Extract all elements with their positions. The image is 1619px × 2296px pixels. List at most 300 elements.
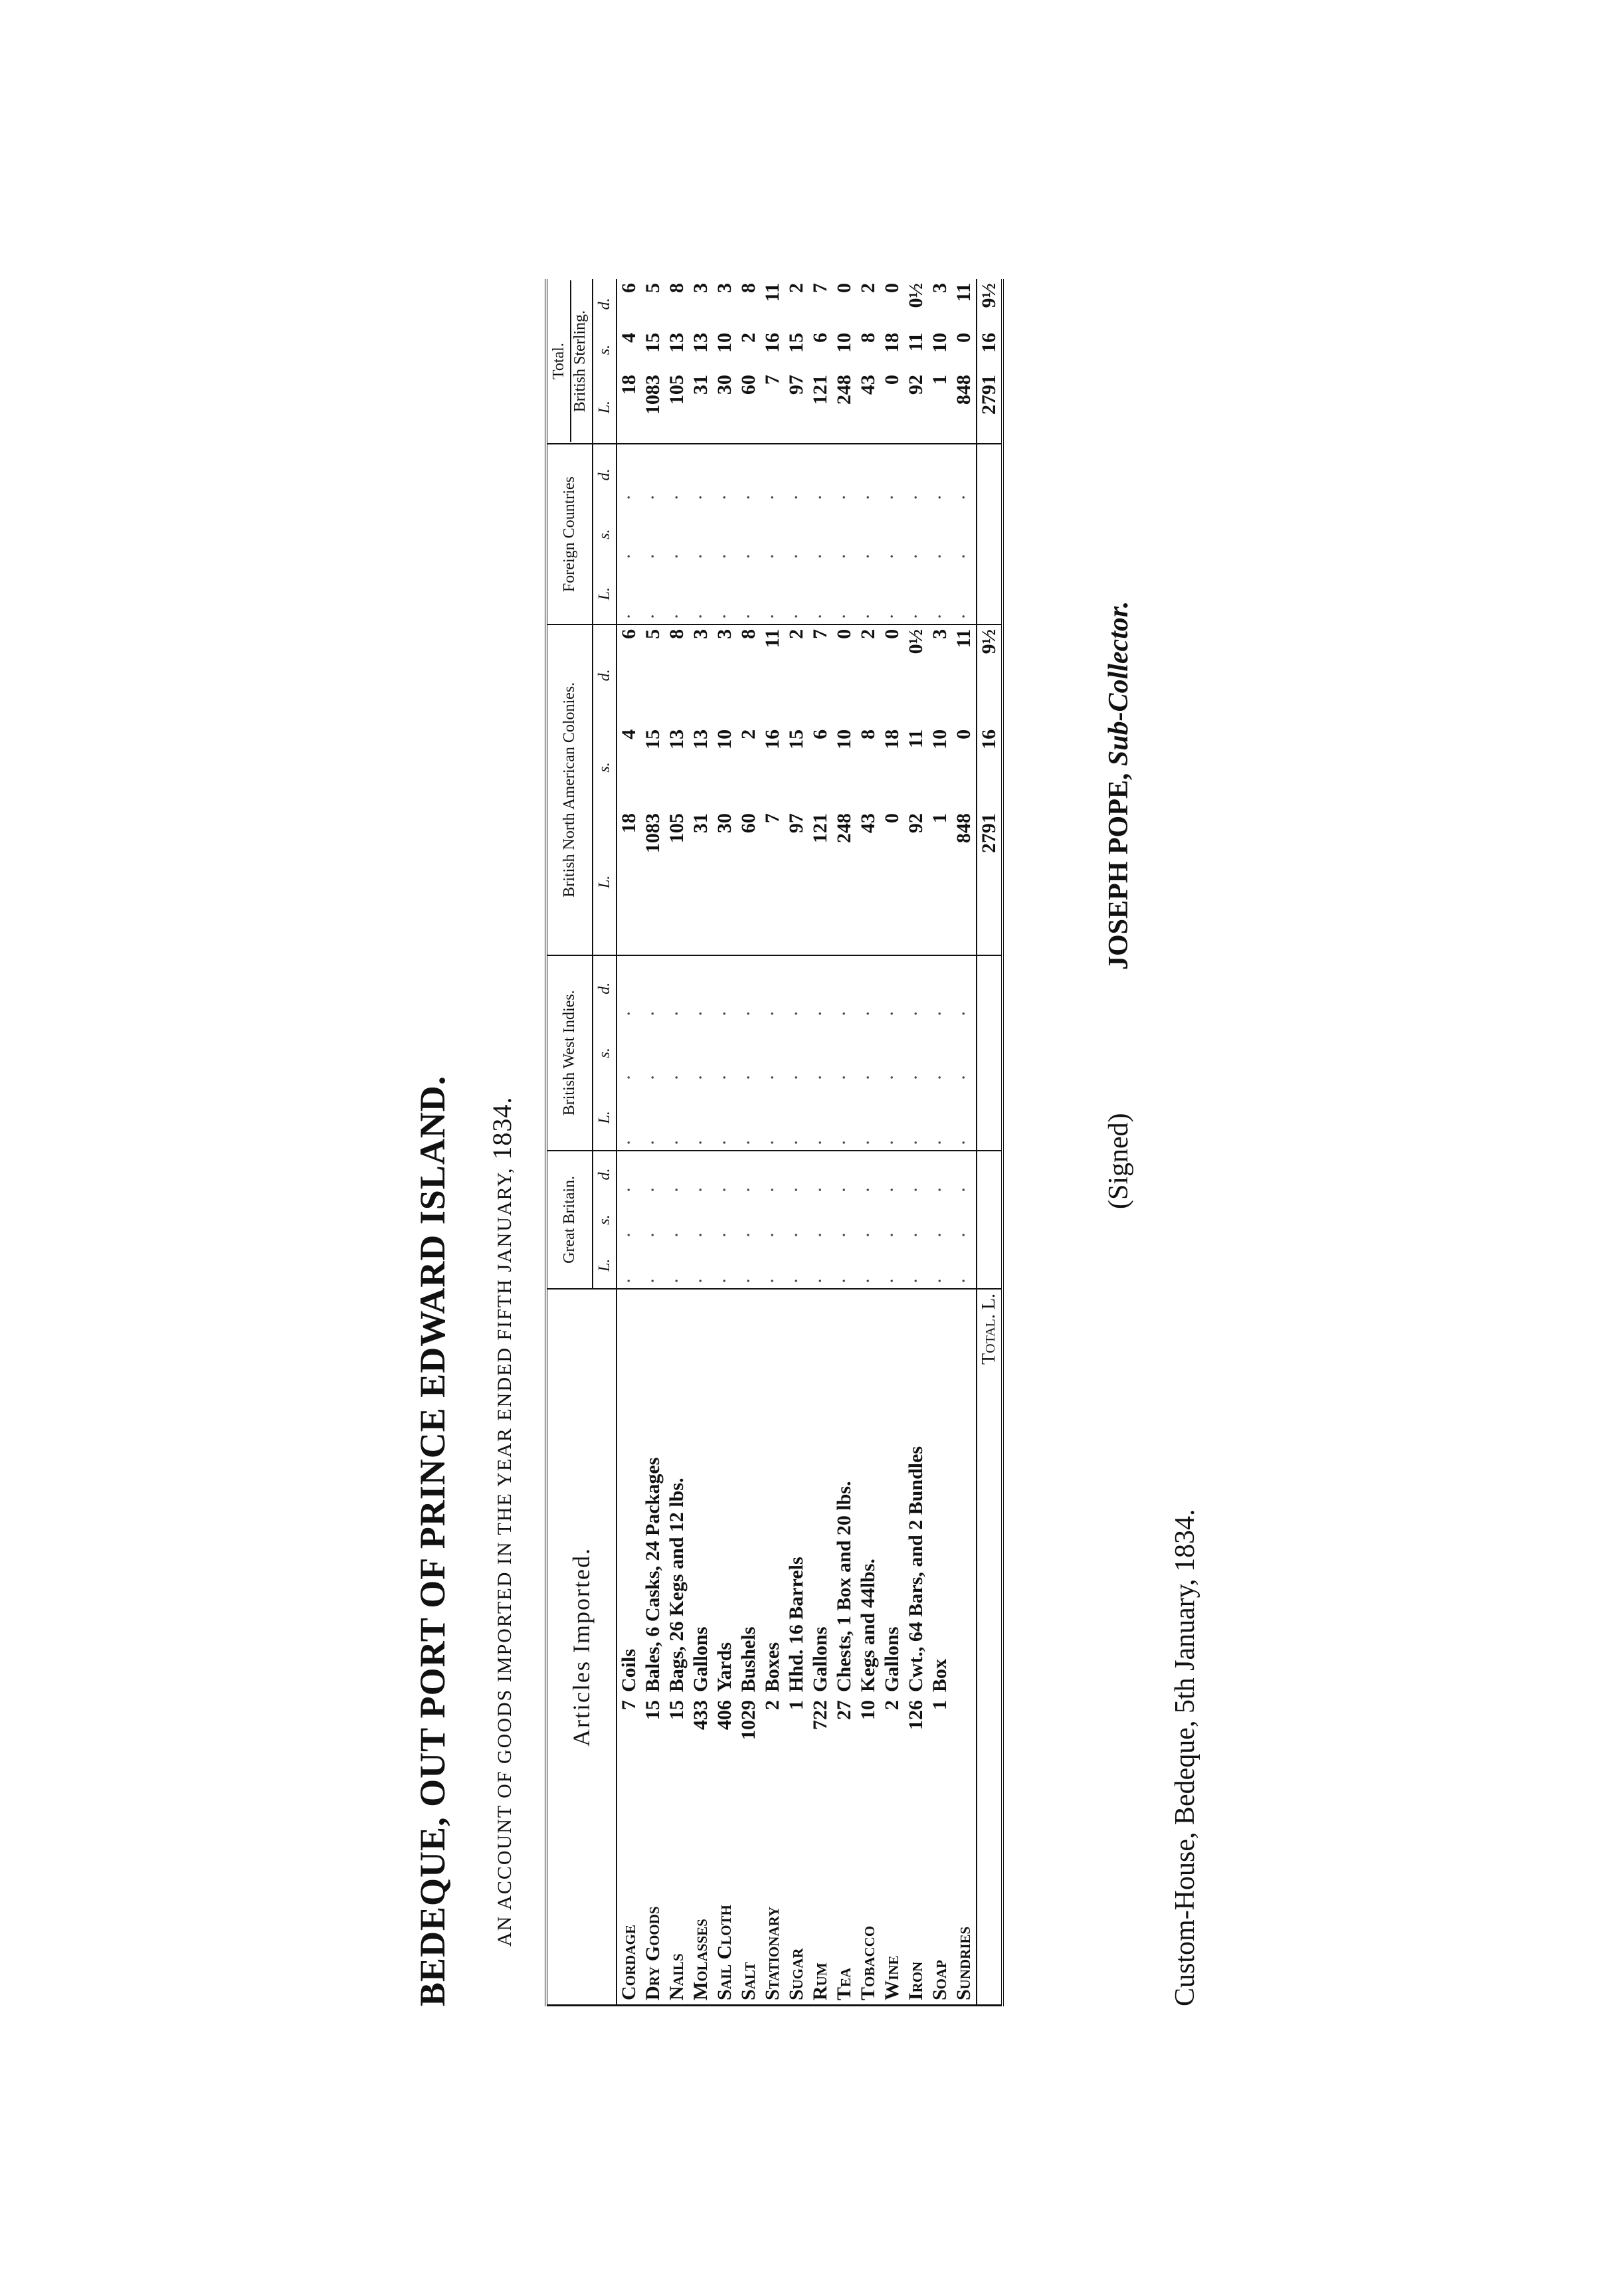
- total-amount-s: 2: [737, 332, 760, 343]
- empty-amount: ·: [737, 1224, 760, 1238]
- article-name: Tea: [833, 1967, 856, 2000]
- grand-total-s: 16: [977, 329, 1002, 371]
- empty-amount: ·: [690, 1224, 712, 1238]
- bna-amount-l: 848: [952, 809, 977, 955]
- bna-amount-d: 6: [618, 628, 640, 639]
- empty-amount: ·: [714, 1067, 736, 1081]
- table-row: [737, 279, 761, 2006]
- total-amount-d: 2: [785, 283, 808, 293]
- total-amount-l: 97: [785, 371, 809, 444]
- empty-amount: ·: [833, 1067, 856, 1081]
- total-amount-d: 6: [618, 283, 640, 293]
- empty-amount: ·: [929, 1067, 951, 1081]
- empty-amount: ·: [809, 546, 832, 560]
- article-description: Cwt., 64 Bars, and 2 Bundles: [905, 1446, 927, 1692]
- empty-amount: ·: [642, 1003, 664, 1017]
- table-row: [832, 279, 856, 2006]
- empty-amount: ·: [618, 1003, 640, 1017]
- bna-amount-l: 1: [928, 809, 952, 955]
- article-quantity: 1029: [737, 1700, 760, 1740]
- empty-amount: ·: [953, 1003, 975, 1017]
- empty-amount: ·: [761, 1242, 785, 1289]
- total-amount-l: 105: [665, 371, 689, 444]
- table-body: [617, 279, 1002, 2006]
- imports-table: [545, 279, 1004, 2006]
- empty-amount: ·: [952, 1242, 977, 1289]
- empty-amount: ·: [809, 1003, 832, 1017]
- table-row: [761, 279, 785, 2006]
- empty-amount: ·: [833, 487, 856, 501]
- bna-amount-s: 4: [618, 729, 640, 739]
- article-name: Tobacco: [857, 1925, 880, 2000]
- empty-amount: ·: [761, 563, 785, 624]
- bna-amount-l: 1083: [641, 809, 665, 955]
- empty-amount: [977, 563, 1002, 624]
- empty-amount: ·: [666, 546, 688, 560]
- bna-amount-s: 10: [833, 729, 856, 749]
- total-amount-l: 43: [856, 371, 880, 444]
- empty-amount: ·: [928, 1242, 952, 1289]
- article-description: Coils: [618, 1648, 640, 1692]
- empty-amount: ·: [618, 1067, 640, 1081]
- empty-amount: ·: [785, 1085, 809, 1151]
- empty-amount: ·: [832, 1085, 856, 1151]
- bna-amount-l: 97: [785, 809, 809, 955]
- table-row: [928, 279, 952, 2006]
- total-amount-l: 7: [761, 371, 785, 444]
- header-west-indies: British West Indies.: [546, 955, 593, 1151]
- empty-amount: ·: [809, 563, 832, 624]
- empty-amount: ·: [690, 487, 712, 501]
- bna-amount-l: 30: [713, 809, 737, 955]
- bna-amount-d: 3: [929, 628, 951, 639]
- table-row: [856, 279, 880, 2006]
- empty-amount: ·: [785, 487, 808, 501]
- unit-l: L.: [593, 563, 617, 624]
- empty-amount: ·: [904, 1085, 928, 1151]
- signer: [1103, 601, 1135, 970]
- article-description: Box: [929, 1658, 951, 1692]
- empty-amount: ·: [905, 1067, 927, 1081]
- empty-amount: ·: [880, 563, 904, 624]
- table-row: [641, 279, 665, 2006]
- empty-amount: ·: [785, 1003, 808, 1017]
- empty-amount: ·: [928, 1085, 952, 1151]
- empty-amount: ·: [737, 487, 760, 501]
- bna-amount-l: 18: [617, 809, 641, 955]
- article-name: Molasses: [690, 1919, 712, 2000]
- empty-amount: ·: [857, 1224, 880, 1238]
- total-amount-l: 0: [880, 371, 904, 444]
- header-bna: British North American Colonies.: [546, 624, 593, 955]
- article-quantity: 406: [714, 1700, 736, 1730]
- bna-amount-s: 0: [953, 729, 975, 739]
- article-description: Bushels: [737, 1626, 760, 1692]
- total-amount-s: 10: [714, 332, 736, 353]
- unit-s: s.: [593, 1021, 617, 1085]
- bna-amount-d: 3: [690, 628, 712, 639]
- article-name: Wine: [881, 1955, 904, 2000]
- empty-amount: ·: [713, 1242, 737, 1289]
- bna-amount-s: 8: [857, 729, 880, 739]
- unit-s: s.: [593, 505, 617, 564]
- empty-amount: ·: [905, 1003, 927, 1017]
- empty-amount: ·: [617, 1085, 641, 1151]
- empty-amount: ·: [785, 1179, 808, 1193]
- bna-amount-l: 60: [737, 809, 761, 955]
- article-quantity: 27: [833, 1700, 856, 1720]
- empty-amount: ·: [737, 1067, 760, 1081]
- empty-amount: ·: [881, 546, 904, 560]
- empty-amount: [977, 1085, 1002, 1151]
- empty-amount: ·: [952, 563, 977, 624]
- empty-amount: ·: [737, 1003, 760, 1017]
- empty-amount: [977, 1021, 1002, 1085]
- empty-amount: ·: [953, 1224, 975, 1238]
- unit-d: d.: [593, 444, 617, 504]
- bna-amount-l: 105: [665, 809, 689, 955]
- empty-amount: ·: [880, 1242, 904, 1289]
- empty-amount: ·: [761, 1003, 784, 1017]
- total-amount-d: 5: [642, 283, 664, 293]
- article-quantity: 722: [809, 1700, 832, 1730]
- unit-d: d.: [593, 624, 617, 725]
- empty-amount: ·: [690, 1003, 712, 1017]
- total-amount-l: 18: [617, 371, 641, 444]
- empty-amount: ·: [642, 546, 664, 560]
- empty-amount: ·: [785, 1067, 808, 1081]
- article-name: Iron: [905, 1961, 927, 2000]
- signer-name: JOSEPH POPE,: [1103, 773, 1134, 970]
- empty-amount: ·: [689, 1085, 713, 1151]
- empty-amount: ·: [904, 563, 928, 624]
- empty-amount: ·: [953, 546, 975, 560]
- empty-amount: ·: [809, 1179, 832, 1193]
- bna-amount-l: 0: [880, 809, 904, 955]
- unit-s: s.: [593, 1197, 617, 1242]
- empty-amount: ·: [617, 1242, 641, 1289]
- empty-amount: ·: [856, 1242, 880, 1289]
- empty-amount: ·: [761, 1179, 784, 1193]
- empty-amount: ·: [929, 487, 951, 501]
- unit-d: d.: [593, 955, 617, 1021]
- bna-amount-l: 121: [809, 809, 832, 955]
- bna-amount-l: 7: [761, 809, 785, 955]
- total-amount-s: 10: [929, 332, 951, 353]
- article-name: Salt: [737, 1962, 760, 2000]
- empty-amount: ·: [641, 1085, 665, 1151]
- total-amount-s: 13: [690, 332, 712, 353]
- empty-amount: ·: [737, 1242, 761, 1289]
- bna-amount-l: 248: [832, 809, 856, 955]
- signer-title: Sub-Collector.: [1103, 601, 1134, 767]
- bna-total-l: 2791: [977, 809, 1002, 955]
- article-quantity: 10: [857, 1700, 880, 1720]
- article-description: Boxes: [761, 1642, 784, 1692]
- bna-amount-d: 5: [642, 628, 664, 639]
- total-amount-s: 16: [761, 332, 784, 353]
- empty-amount: ·: [666, 1179, 688, 1193]
- bna-amount-s: 13: [690, 729, 712, 749]
- article-quantity: 2: [881, 1700, 904, 1710]
- unit-l: L.: [593, 371, 617, 444]
- total-amount-s: 11: [905, 332, 927, 352]
- bna-amount-s: 18: [881, 729, 904, 749]
- article-quantity: 2: [761, 1700, 784, 1710]
- total-amount-l: 31: [689, 371, 713, 444]
- total-amount-d: 3: [929, 283, 951, 293]
- page-subtitle: [486, 1097, 518, 1947]
- empty-amount: ·: [666, 1224, 688, 1238]
- empty-amount: ·: [642, 487, 664, 501]
- empty-amount: ·: [761, 1067, 784, 1081]
- article-name: Nails: [666, 1953, 688, 2000]
- table-row: [617, 279, 641, 2006]
- empty-amount: ·: [714, 1179, 736, 1193]
- empty-amount: ·: [905, 1179, 927, 1193]
- empty-amount: ·: [904, 1242, 928, 1289]
- empty-amount: ·: [713, 1085, 737, 1151]
- total-label: [977, 1289, 1002, 2006]
- empty-amount: ·: [689, 563, 713, 624]
- table-row: [904, 279, 928, 2006]
- total-amount-l: 121: [809, 371, 832, 444]
- subtitle-lead: AN ACCOUNT OF GOODS IMPORTED IN THE YEAR ENDED FIFTH JANUARY,: [494, 1167, 516, 1947]
- empty-amount: [977, 955, 1002, 1021]
- empty-amount: ·: [857, 1067, 880, 1081]
- unit-s: s.: [593, 725, 617, 809]
- empty-amount: ·: [833, 1003, 856, 1017]
- empty-amount: ·: [953, 1067, 975, 1081]
- article-description: Bales, 6 Casks, 24 Packages: [642, 1457, 664, 1692]
- unit-s: s.: [593, 329, 617, 371]
- empty-amount: ·: [761, 1085, 785, 1151]
- empty-amount: ·: [929, 1003, 951, 1017]
- empty-amount: ·: [714, 546, 736, 560]
- empty-amount: ·: [905, 487, 927, 501]
- bna-amount-d: 2: [857, 628, 880, 639]
- empty-amount: ·: [929, 1224, 951, 1238]
- bna-amount-s: 15: [785, 729, 808, 749]
- article-name: Stationary: [761, 1906, 784, 2000]
- grand-total-l: 2791: [977, 371, 1002, 444]
- total-amount-s: 15: [642, 332, 664, 353]
- article-quantity: 126: [905, 1700, 927, 1730]
- article-quantity: 7: [618, 1700, 640, 1710]
- bna-amount-s: 10: [714, 729, 736, 749]
- total-amount-s: 8: [857, 332, 880, 343]
- bna-amount-l: 31: [689, 809, 713, 955]
- empty-amount: ·: [833, 546, 856, 560]
- empty-amount: [977, 1197, 1002, 1242]
- total-unit: L.: [979, 1293, 1000, 1310]
- total-amount-d: 11: [953, 283, 975, 302]
- article-description: Chests, 1 Box and 20 lbs.: [833, 1481, 856, 1692]
- total-amount-d: 11: [761, 283, 784, 302]
- empty-amount: ·: [714, 1003, 736, 1017]
- empty-amount: ·: [665, 1085, 689, 1151]
- empty-amount: ·: [737, 546, 760, 560]
- total-amount-l: 30: [713, 371, 737, 444]
- article-description: Gallons: [809, 1626, 832, 1692]
- empty-amount: [977, 1151, 1002, 1197]
- header-total: [546, 279, 593, 444]
- unit-d: d.: [593, 1151, 617, 1197]
- empty-amount: ·: [714, 1224, 736, 1238]
- empty-amount: ·: [785, 1224, 808, 1238]
- empty-amount: ·: [809, 487, 832, 501]
- article-description: Hhd. 16 Barrels: [785, 1557, 808, 1692]
- bna-amount-d: 0: [881, 628, 904, 639]
- article-name: Soap: [929, 1959, 951, 2000]
- empty-amount: ·: [881, 1003, 904, 1017]
- dateline: Custom-House, Bedeque, 5th January, 1834.: [1170, 1509, 1200, 2006]
- bna-amount-d: 8: [737, 628, 760, 639]
- empty-amount: ·: [809, 1085, 832, 1151]
- empty-amount: ·: [714, 487, 736, 501]
- empty-amount: ·: [856, 1085, 880, 1151]
- empty-amount: ·: [856, 563, 880, 624]
- bna-amount-s: 13: [666, 729, 688, 749]
- article-description: Bags, 26 Kegs and 12 lbs.: [666, 1478, 688, 1692]
- empty-amount: ·: [833, 1224, 856, 1238]
- unit-l: L.: [593, 809, 617, 955]
- empty-amount: ·: [618, 1224, 640, 1238]
- empty-amount: ·: [690, 546, 712, 560]
- article-quantity: 433: [690, 1700, 712, 1730]
- empty-amount: ·: [737, 1085, 761, 1151]
- bna-amount-s: 11: [905, 729, 927, 749]
- table-row: [665, 279, 689, 2006]
- empty-amount: ·: [905, 546, 927, 560]
- total-amount-s: 4: [618, 332, 640, 343]
- total-amount-l: 848: [952, 371, 977, 444]
- empty-amount: ·: [689, 1242, 713, 1289]
- empty-amount: ·: [929, 546, 951, 560]
- empty-amount: ·: [928, 563, 952, 624]
- empty-amount: ·: [953, 487, 975, 501]
- article-description: [952, 1289, 977, 1696]
- table-row: [952, 279, 977, 2006]
- empty-amount: ·: [929, 1179, 951, 1193]
- article-name: Dry Goods: [642, 1906, 664, 2000]
- article-quantity: 1: [785, 1700, 808, 1710]
- article-name: Sail Cloth: [714, 1905, 736, 2000]
- header-total-label: Total.: [550, 343, 567, 380]
- total-amount-l: 60: [737, 371, 761, 444]
- total-amount-d: 2: [857, 283, 880, 293]
- signed-label: (Signed): [1103, 1113, 1134, 1209]
- total-amount-s: 6: [809, 332, 832, 343]
- empty-amount: ·: [690, 1067, 712, 1081]
- empty-amount: ·: [666, 1003, 688, 1017]
- empty-amount: ·: [761, 487, 784, 501]
- article-description: Kegs and 44lbs.: [857, 1559, 880, 1692]
- empty-amount: ·: [761, 546, 784, 560]
- article-description: Gallons: [881, 1626, 904, 1692]
- header-sterling: British Sterling.: [570, 280, 589, 442]
- empty-amount: ·: [641, 1242, 665, 1289]
- bna-amount-s: 10: [929, 729, 951, 749]
- total-amount-l: 1: [928, 371, 952, 444]
- total-label-text: Total.: [979, 1314, 1000, 1365]
- total-amount-l: 1083: [641, 371, 665, 444]
- empty-amount: ·: [737, 1179, 760, 1193]
- bna-amount-d: 3: [714, 628, 736, 639]
- bna-amount-d: 2: [785, 628, 808, 639]
- article-quantity: 15: [666, 1700, 688, 1720]
- bna-amount-d: 0: [833, 628, 856, 639]
- empty-amount: ·: [857, 546, 880, 560]
- total-amount-d: 3: [690, 283, 712, 293]
- empty-amount: [977, 1242, 1002, 1289]
- header-articles: Articles Imported.: [546, 1289, 617, 2006]
- empty-amount: ·: [642, 1067, 664, 1081]
- empty-amount: ·: [809, 1242, 832, 1289]
- header-foreign: Foreign Countries: [546, 444, 593, 624]
- total-amount-d: 0: [881, 283, 904, 293]
- article-name: Rum: [809, 1962, 832, 2000]
- article-name: Sugar: [785, 1948, 808, 2000]
- empty-amount: ·: [881, 1067, 904, 1081]
- empty-amount: ·: [618, 1179, 640, 1193]
- bna-total-d: 9½: [977, 624, 1002, 725]
- article-quantity: 15: [642, 1700, 664, 1720]
- empty-amount: ·: [666, 487, 688, 501]
- bna-amount-s: 6: [809, 729, 832, 739]
- bna-amount-d: 11: [761, 628, 784, 648]
- empty-amount: ·: [881, 1179, 904, 1193]
- bna-amount-s: 16: [761, 729, 784, 749]
- bna-amount-d: 8: [666, 628, 688, 639]
- article-description: Yards: [714, 1642, 736, 1692]
- table-row: [785, 279, 809, 2006]
- total-row: [977, 279, 1002, 2006]
- bna-amount-s: 2: [737, 729, 760, 739]
- bna-amount-d: 7: [809, 628, 832, 639]
- empty-amount: ·: [953, 1179, 975, 1193]
- empty-amount: ·: [713, 563, 737, 624]
- table-row: [689, 279, 713, 2006]
- empty-amount: ·: [857, 487, 880, 501]
- total-amount-l: 92: [904, 371, 928, 444]
- empty-amount: ·: [737, 563, 761, 624]
- empty-amount: ·: [832, 563, 856, 624]
- total-amount-s: 0: [953, 332, 975, 343]
- bna-amount-l: 92: [904, 809, 928, 955]
- header-great-britain: Great Britain.: [546, 1151, 593, 1289]
- article-quantity: [952, 1696, 977, 1757]
- total-amount-s: 18: [881, 332, 904, 353]
- empty-amount: ·: [761, 1224, 784, 1238]
- total-amount-d: 7: [809, 283, 832, 293]
- empty-amount: ·: [642, 1224, 664, 1238]
- bna-amount-l: 43: [856, 809, 880, 955]
- article-description: Gallons: [690, 1626, 712, 1692]
- empty-amount: [977, 444, 1002, 504]
- empty-amount: [977, 505, 1002, 564]
- bna-total-s: 16: [977, 725, 1002, 809]
- table-row: [880, 279, 904, 2006]
- empty-amount: ·: [952, 1085, 977, 1151]
- article-name: Cordage: [618, 1925, 640, 2000]
- empty-amount: ·: [809, 1224, 832, 1238]
- empty-amount: ·: [832, 1242, 856, 1289]
- total-amount-d: 3: [714, 283, 736, 293]
- article-name: Sundries: [953, 1926, 975, 2000]
- empty-amount: ·: [690, 1179, 712, 1193]
- bna-amount-d: 11: [953, 628, 975, 648]
